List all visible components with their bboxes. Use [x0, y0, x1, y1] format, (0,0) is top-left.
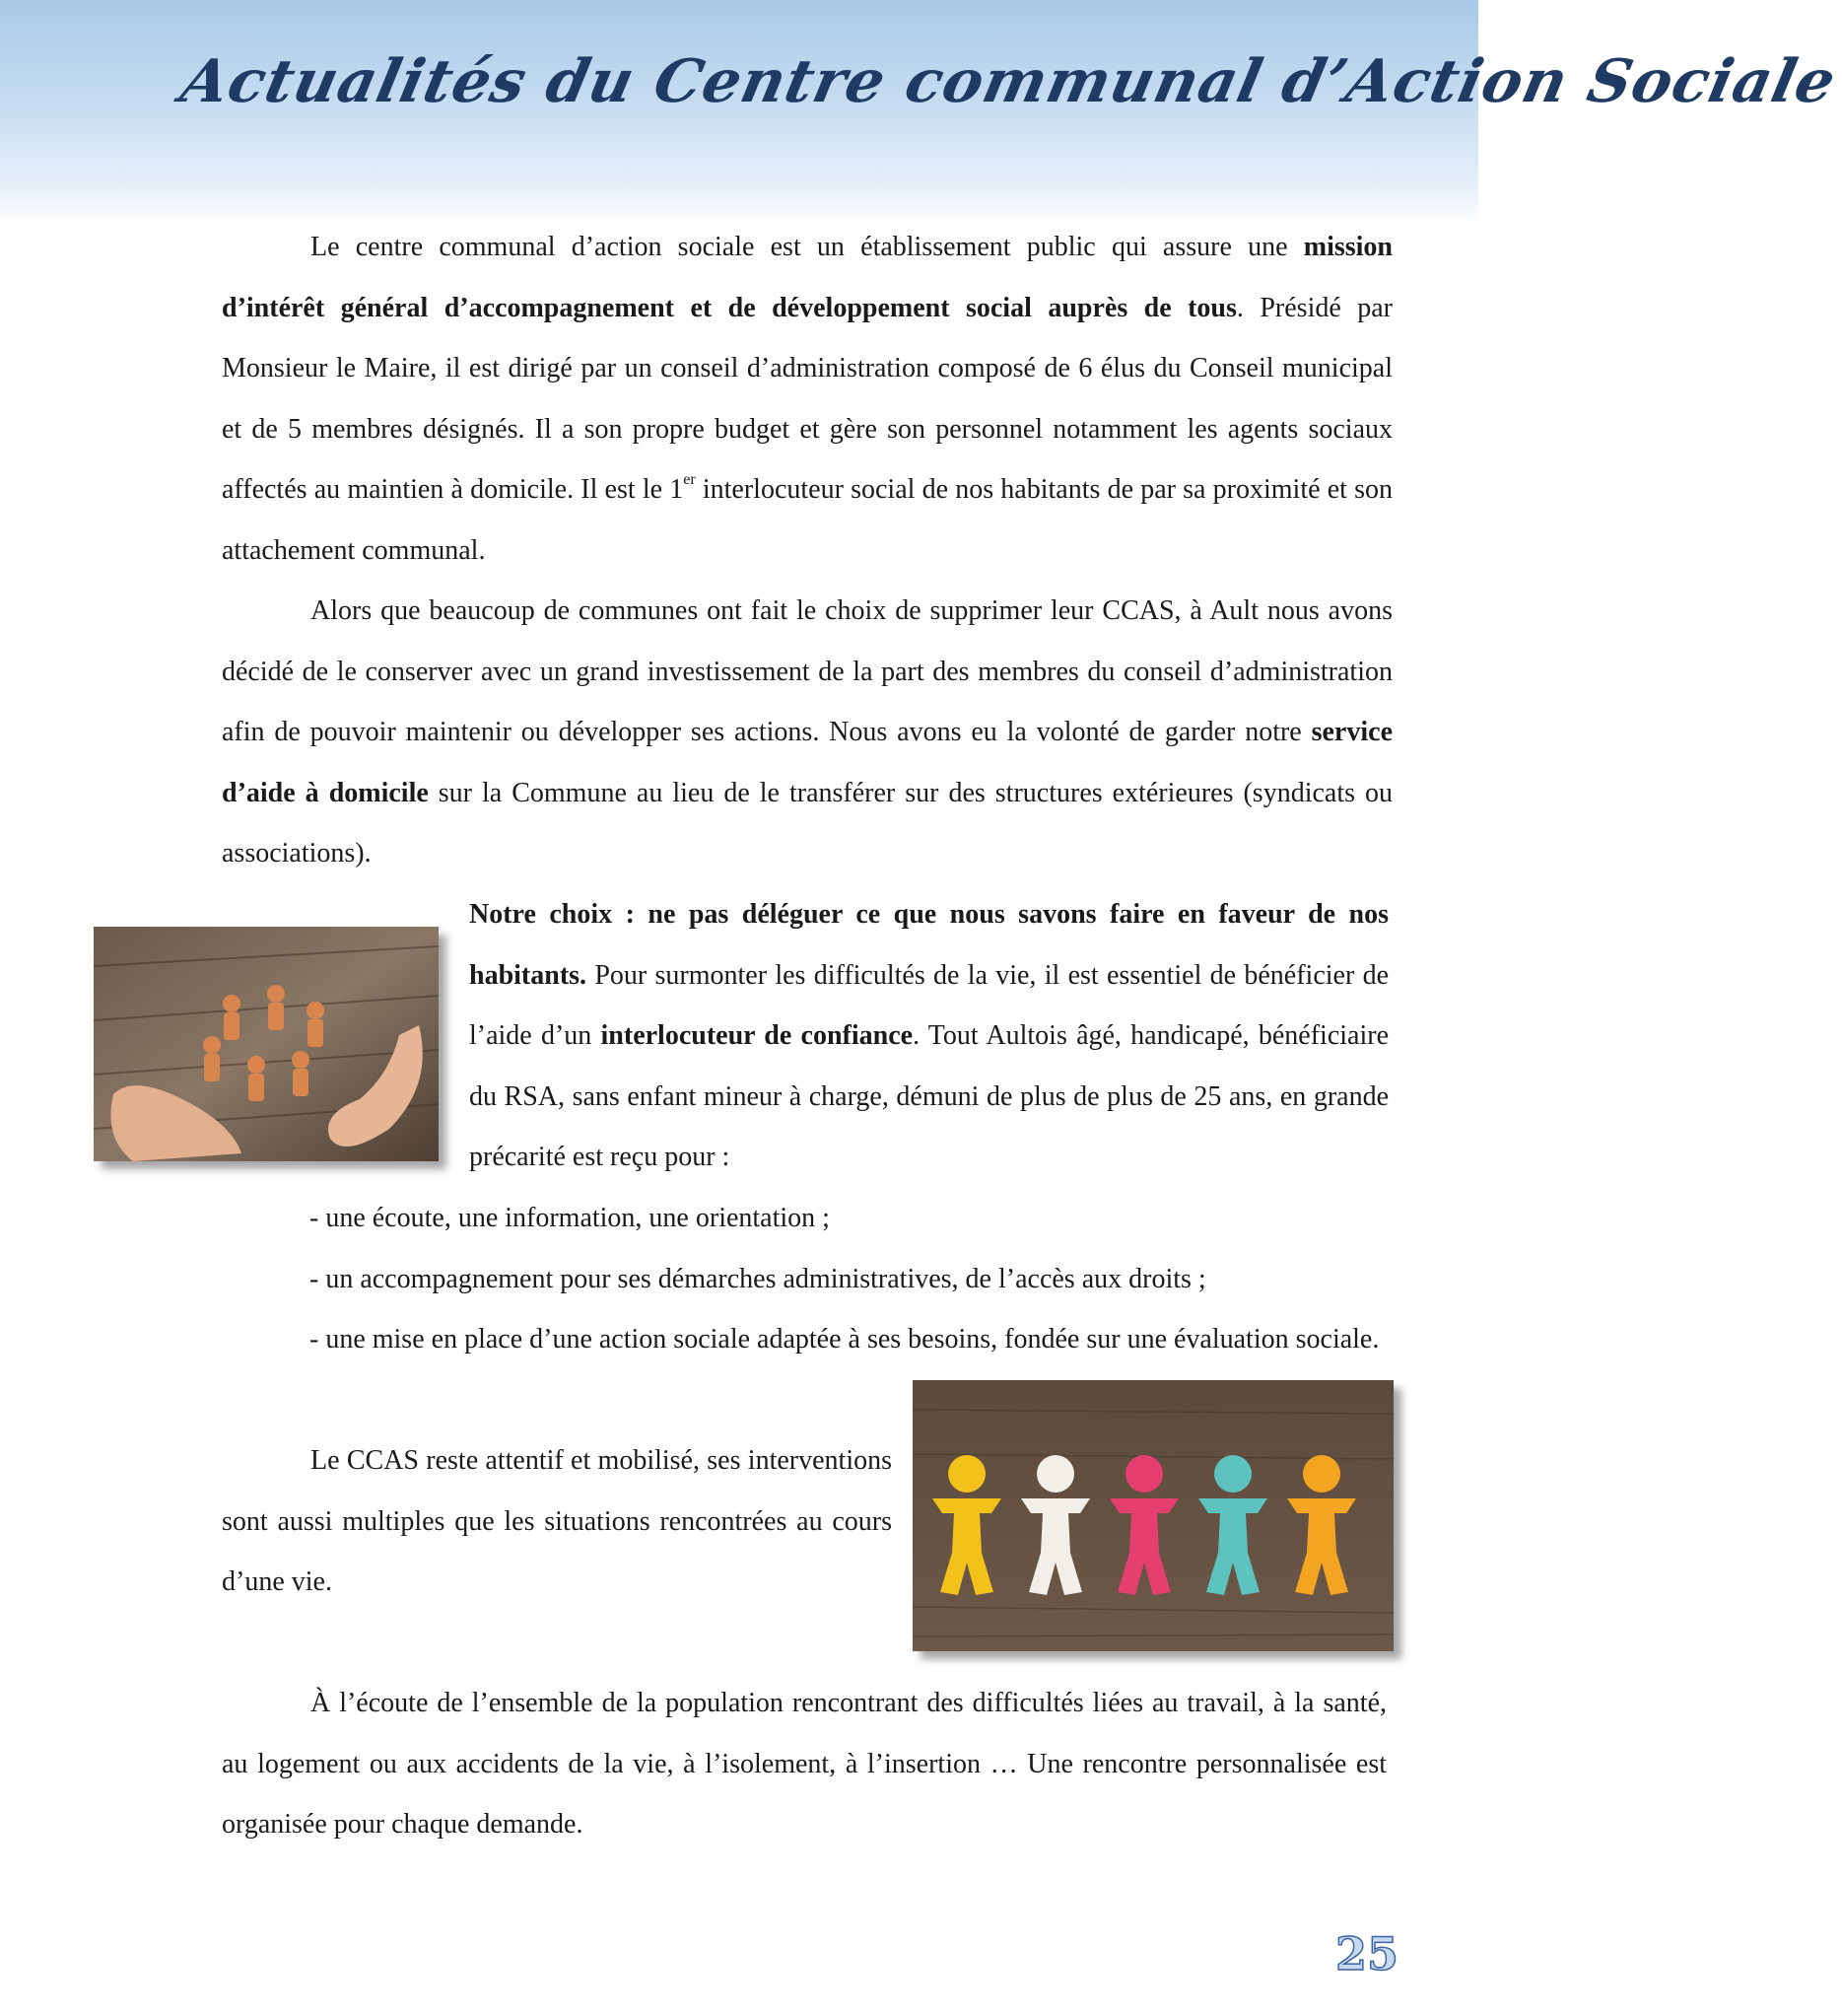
paragraph-intro: Le centre communal d’action sociale est un établissement public qui assure une mission d’intérêt général d’accompagnement et de développement social auprès de tous. Présidé par Monsieur le Maire, il est dirigé par un conseil d’administration composé de 6 élus du Conseil municipal et de 5 membres désignés. Il a son propre budget et gère son personnel notamment les agents sociaux affectés au maintien à domicile. Il est le 1er interlocuteur social de nos habitants de par sa proximité et son attachement communal.: [222, 232, 1393, 566]
bullet-support: - un accompagnement pour ses démarches administratives, de l’accès aux droits ;: [309, 1264, 1206, 1294]
page-number: 25: [1335, 1927, 1399, 1981]
paragraph-our-choice: Notre choix : ne pas déléguer ce que nous savons faire en faveur de nos habitants. Pour surmonter les difficultés de la vie, il est essentiel de bénéficier de l’aide d’un interlocuteur de confiance. Tout Aultois âgé, handicapé, bénéficiaire du RSA, sans enfant mineur à charge, démuni de plus de plus de 25 ans, en grande précarité est reçu pour :: [469, 899, 1389, 1172]
photo-hands-figures: [94, 927, 439, 1161]
paragraph-listening-population: À l’écoute de l’ensemble de la population rencontrant des difficultés liées au travail, à la santé, au logement ou aux accidents de la vie, à l’isolement, à l’insertion … Une rencontre personnalisée est organisée pour chaque demande.: [222, 1688, 1387, 1840]
photo-paper-chain: [913, 1380, 1394, 1651]
bullet-social-action: - une mise en place d’une action sociale adaptée à ses besoins, fondée sur une évaluation sociale.: [309, 1324, 1380, 1355]
paragraph-ccas-choice: Alors que beaucoup de communes ont fait le choix de supprimer leur CCAS, à Ault nous avons décidé de le conserver avec un grand investissement de la part des membres du conseil d’administration afin de pouvoir maintenir ou développer ses actions. Nous avons eu la volonté de garder notre service d’aide à domicile sur la Commune au lieu de le transférer sur des structures extérieures (syndicats ou associations).: [222, 595, 1394, 869]
page-title: Actualités du Centre communal d’Action Sociale: [174, 47, 1842, 116]
paragraph-ccas-attentive: Le CCAS reste attentif et mobilisé, ses interventions sont aussi multiples que les situations rencontrées au cours d’une vie.: [222, 1445, 892, 1597]
bullet-listening: - une écoute, une information, une orientation ;: [309, 1203, 830, 1233]
